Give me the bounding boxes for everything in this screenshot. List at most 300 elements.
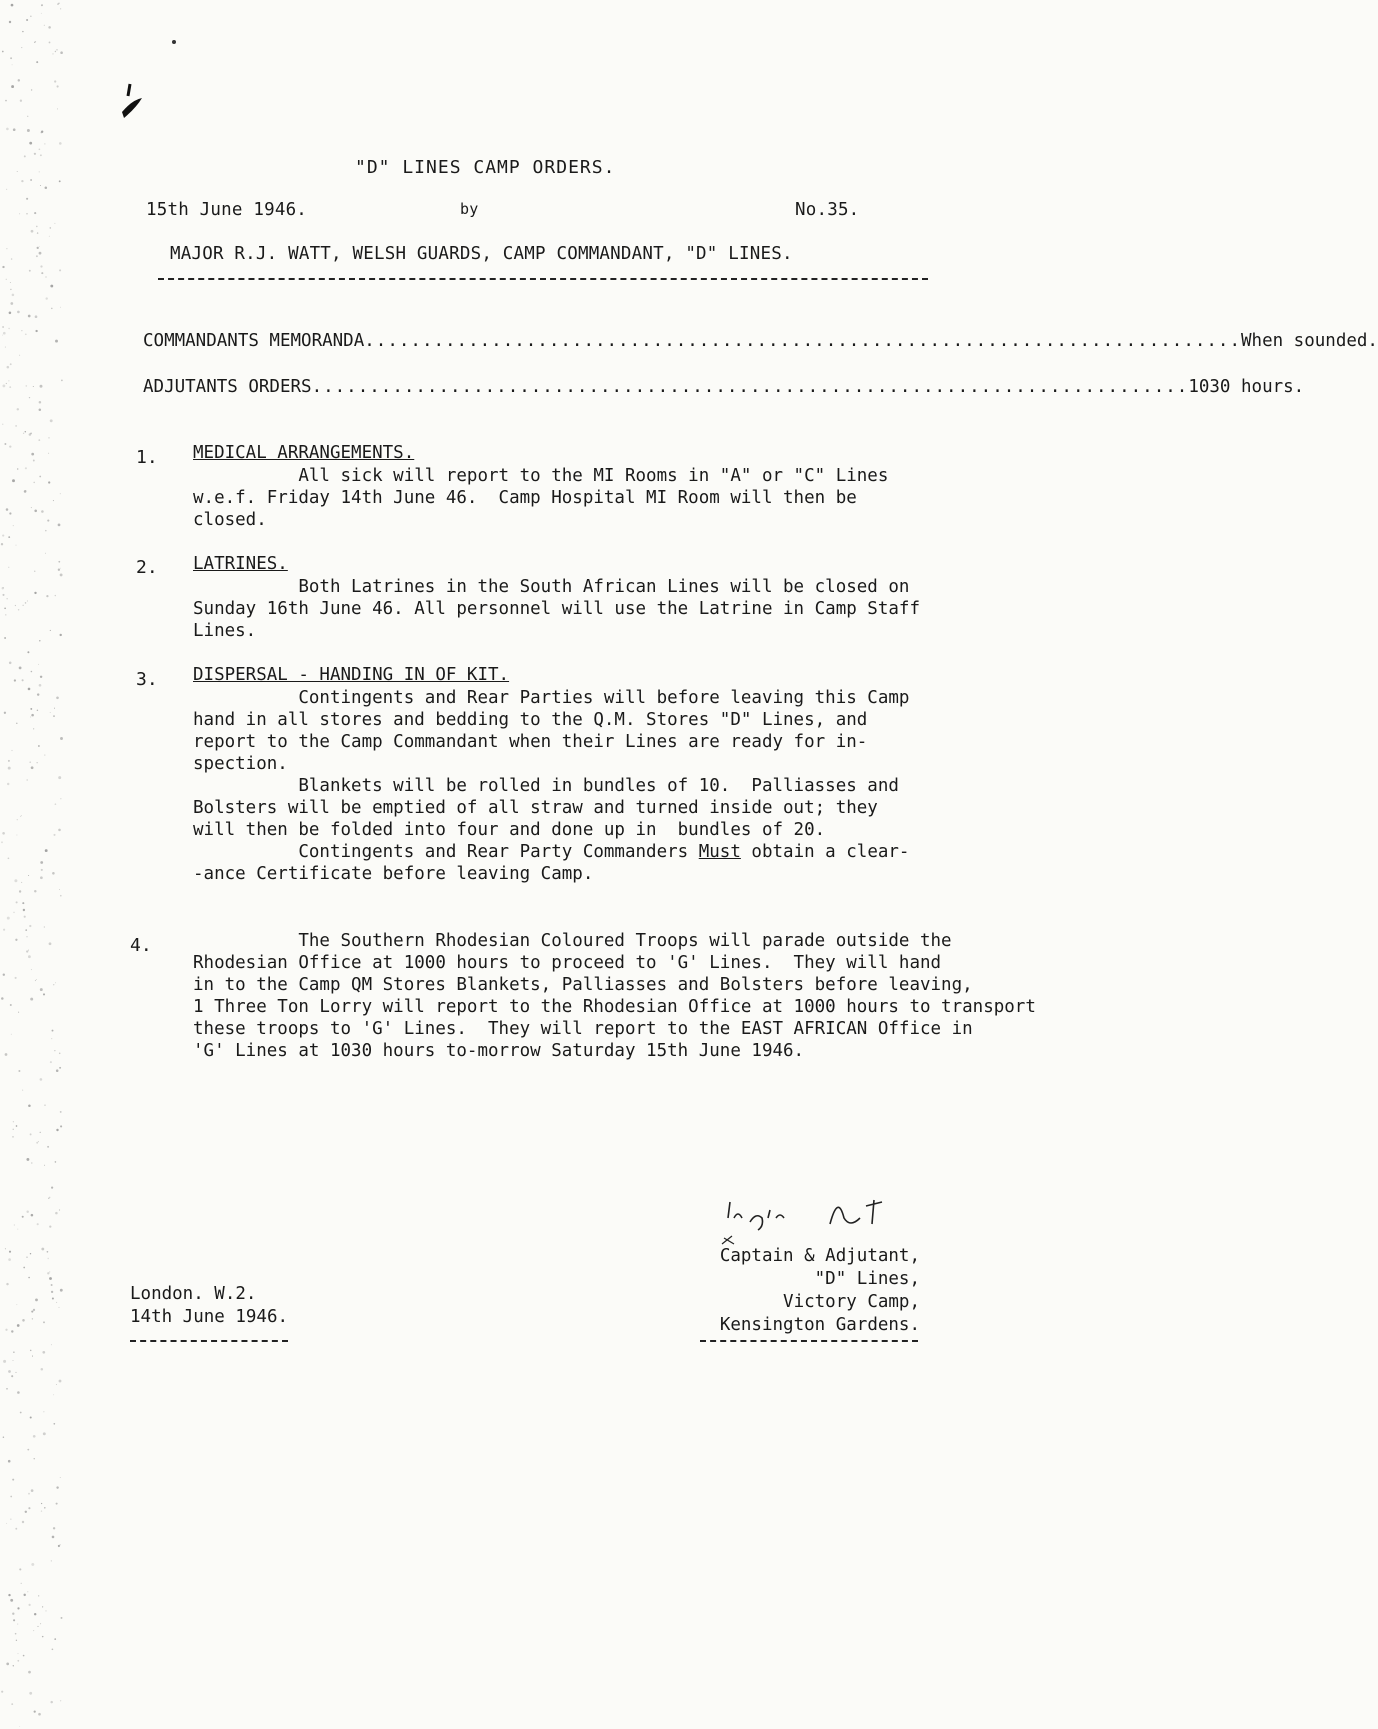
scan-speck	[11, 4, 14, 7]
scan-speck	[30, 16, 31, 17]
scan-speck	[18, 1653, 19, 1654]
scan-speck	[31, 671, 33, 673]
section-number: 1.	[136, 447, 158, 468]
scan-speck	[30, 1350, 32, 1352]
scan-speck	[17, 1324, 20, 1327]
scan-speck	[36, 979, 37, 980]
scan-speck	[5, 1053, 8, 1056]
scan-speck	[55, 1161, 57, 1163]
scan-speck	[48, 1258, 49, 1259]
scan-speck	[56, 49, 58, 51]
scan-speck	[27, 651, 29, 653]
scan-speck	[15, 1633, 17, 1635]
scan-speck	[56, 1503, 58, 1505]
footer-divider-right	[700, 1340, 918, 1342]
scan-speck	[28, 315, 31, 318]
scan-speck	[51, 1187, 53, 1189]
section-body: All sick will report to the MI Rooms in "A" or "C" Lines w.e.f. Friday 14th June 46. Camp Hospital MI Room will then be closed.	[193, 466, 889, 530]
scan-speck	[12, 294, 15, 297]
scan-speck	[10, 1599, 13, 1602]
scan-speck	[40, 1078, 43, 1081]
scan-speck	[23, 433, 24, 434]
scan-speck	[3, 385, 6, 388]
scan-speck	[25, 333, 27, 335]
scan-speck	[11, 750, 12, 751]
scan-speck	[12, 1479, 14, 1481]
scan-speck	[52, 1297, 54, 1299]
scan-speck	[22, 1216, 24, 1218]
scan-speck	[56, 696, 59, 699]
scan-speck	[38, 745, 40, 747]
scan-speck	[10, 1496, 12, 1498]
scan-speck	[19, 667, 22, 670]
scan-speck	[37, 710, 38, 711]
scan-speck	[15, 1372, 16, 1373]
scan-speck	[41, 869, 43, 871]
scan-speck	[31, 1162, 32, 1163]
scan-speck	[29, 142, 32, 145]
scan-speck	[60, 1125, 62, 1127]
scan-speck	[33, 1309, 35, 1311]
scan-speck	[8, 760, 10, 762]
scan-speck	[30, 708, 32, 710]
scan-speck	[34, 890, 36, 892]
scan-speck	[7, 783, 9, 785]
scan-speck	[21, 882, 22, 883]
scan-speck	[15, 977, 17, 979]
scan-speck	[8, 1258, 11, 1261]
scan-speck	[34, 42, 35, 43]
scan-speck	[41, 272, 43, 274]
scan-speck	[6, 1523, 7, 1524]
ink-mark	[112, 82, 152, 132]
scan-speck	[11, 1703, 13, 1705]
scan-speck	[31, 453, 34, 456]
scan-speck	[22, 1319, 25, 1322]
scan-speck	[35, 1299, 38, 1302]
scan-speck	[33, 728, 34, 729]
scan-speck	[41, 1248, 44, 1251]
section-body-text: Contingents and Rear Parties will before leaving this Camp hand in all stores and bedding to the Q.M. Stores "D" Lines, and report to the Camp Commandant when their Lines are ready for in- spection. Blankets will be rolled in bundles of 10. Palliasses and Bolsters will be emptied of all straw and turned inside out; they will then be folded into four and done up in bundles of 20. Contingents and Rear Party Commanders	[193, 688, 910, 862]
scan-speck	[44, 1165, 45, 1166]
scan-speck	[33, 386, 34, 387]
scan-speck	[1, 997, 4, 1000]
orders-row	[143, 377, 1305, 397]
scan-speck	[9, 386, 11, 388]
scan-speck	[52, 1536, 55, 1539]
memoranda-value: When sounded.	[1241, 331, 1378, 351]
scan-speck	[57, 108, 58, 109]
scan-speck	[60, 1111, 62, 1113]
scan-speck	[6, 1663, 9, 1666]
scan-speck	[47, 1251, 49, 1253]
scan-speck	[33, 460, 35, 462]
scan-speck	[3, 929, 5, 931]
scan-speck	[58, 1307, 59, 1308]
scan-speck	[43, 1432, 46, 1435]
scan-speck	[22, 1521, 24, 1523]
scan-speck	[31, 1311, 33, 1313]
scan-speck	[26, 1158, 29, 1161]
scan-speck	[33, 1630, 34, 1631]
scan-speck	[49, 236, 50, 237]
scan-speck	[54, 1050, 55, 1051]
scan-speck	[14, 879, 17, 882]
scan-speck	[2, 424, 3, 425]
scan-speck	[1, 543, 3, 545]
scan-speck	[49, 1225, 51, 1227]
scan-speck	[17, 1607, 19, 1609]
scan-speck	[53, 1423, 55, 1425]
scan-speck	[8, 767, 11, 770]
scan-speck	[12, 1136, 13, 1137]
scan-speck	[26, 1256, 28, 1258]
dot-leader: ............................................................................	[364, 331, 1241, 351]
scan-speck	[29, 1692, 32, 1695]
scan-speck	[51, 1344, 52, 1345]
scan-speck	[6, 1388, 8, 1390]
scan-speck	[36, 255, 38, 257]
scan-speck	[42, 1351, 45, 1354]
scan-speck	[35, 980, 36, 981]
scan-speck	[42, 1636, 43, 1637]
scan-speck	[16, 1125, 18, 1127]
scan-speck	[10, 1519, 11, 1520]
scan-speck	[10, 282, 11, 283]
scan-speck	[31, 230, 34, 233]
scan-speck	[17, 819, 18, 820]
scan-speck	[16, 835, 17, 836]
scan-speck	[31, 1563, 34, 1566]
scan-speck	[55, 51, 56, 52]
scan-speck	[58, 1545, 60, 1547]
scan-speck	[54, 80, 56, 82]
scan-speck	[14, 679, 16, 681]
scan-speck	[53, 1527, 55, 1529]
scan-speck	[8, 567, 9, 568]
scan-speck	[51, 1291, 53, 1293]
scan-speck	[56, 1486, 58, 1488]
scan-speck	[1, 841, 3, 843]
scan-speck	[37, 693, 39, 695]
scan-speck	[58, 524, 61, 527]
scan-speck	[40, 385, 43, 388]
scan-speck	[28, 955, 31, 958]
scan-speck	[56, 1069, 59, 1072]
scan-speck	[52, 872, 55, 875]
scan-speck	[45, 849, 48, 852]
scan-speck	[28, 875, 29, 876]
scan-speck	[59, 1067, 61, 1069]
scan-speck	[52, 1648, 54, 1650]
scan-speck	[49, 1277, 52, 1280]
scan-speck	[53, 1394, 54, 1395]
scan-speck	[44, 1507, 46, 1509]
scan-speck	[47, 1272, 49, 1274]
scan-speck	[58, 569, 60, 571]
scan-speck	[24, 490, 27, 493]
scan-speck	[44, 25, 45, 26]
scan-speck	[17, 311, 20, 314]
scan-speck	[39, 148, 41, 150]
scan-speck	[3, 974, 5, 976]
scan-speck	[17, 1624, 18, 1625]
scan-speck	[39, 246, 40, 247]
scan-speck	[13, 912, 15, 914]
scan-speck	[36, 61, 38, 63]
scan-speck	[36, 226, 38, 228]
scan-speck	[45, 186, 48, 189]
scan-speck	[60, 568, 61, 569]
scan-speck	[11, 1034, 12, 1035]
scan-speck	[58, 776, 61, 779]
scan-speck	[5, 100, 7, 102]
scan-speck	[10, 57, 12, 59]
scan-speck	[19, 1568, 21, 1570]
scan-speck	[37, 232, 38, 233]
scan-speck	[2, 335, 3, 336]
scan-speck	[50, 1701, 52, 1703]
scan-speck	[26, 19, 28, 21]
scan-speck	[21, 1583, 22, 1584]
scan-speck	[31, 766, 34, 769]
scan-speck	[48, 453, 49, 454]
scan-speck	[3, 587, 4, 588]
scan-speck	[2, 535, 4, 537]
scan-speck	[45, 530, 47, 532]
handwritten-signature	[720, 1188, 940, 1238]
scan-speck	[12, 64, 13, 65]
scan-speck	[24, 155, 26, 157]
scan-speck	[59, 269, 61, 271]
scan-speck	[8, 1460, 11, 1463]
scan-speck	[30, 1253, 31, 1254]
section-number: 2.	[136, 557, 158, 578]
emphasis-must: Must	[698, 842, 741, 862]
scan-speck	[29, 925, 31, 927]
scan-speck	[12, 479, 15, 482]
scan-speck	[40, 265, 42, 267]
scan-speck	[43, 993, 45, 995]
scan-speck	[34, 153, 36, 155]
scan-speck	[42, 1606, 43, 1607]
scan-speck	[59, 180, 61, 182]
scan-speck	[18, 1070, 20, 1072]
memoranda-label: COMMANDANTS MEMORANDA	[143, 331, 365, 351]
scan-speck	[6, 248, 7, 249]
scan-speck	[9, 21, 11, 23]
scan-speck	[15, 1528, 17, 1530]
scan-speck	[60, 1289, 63, 1292]
scan-speck	[10, 302, 13, 305]
scan-speck	[4, 443, 6, 445]
scan-speck	[31, 969, 32, 970]
scan-speck	[60, 798, 61, 799]
scan-speck	[22, 1090, 23, 1091]
scan-speck	[9, 312, 12, 315]
scan-speck	[35, 315, 38, 318]
scan-speck	[9, 1251, 11, 1253]
scan-speck	[23, 1655, 25, 1657]
scan-speck	[34, 1458, 35, 1459]
section-number: 4.	[130, 935, 152, 956]
scan-speck	[40, 861, 43, 864]
scan-speck	[28, 688, 31, 691]
scan-speck	[38, 1713, 41, 1716]
scan-speck	[60, 51, 63, 54]
scan-speck	[25, 431, 26, 432]
scan-speck	[30, 1133, 32, 1135]
scan-speck	[37, 762, 38, 763]
scan-speck	[32, 1356, 33, 1357]
scan-speck	[26, 936, 27, 937]
scan-speck	[16, 901, 18, 903]
scan-speck	[58, 829, 61, 832]
scan-speck	[8, 380, 9, 381]
scan-speck	[10, 289, 11, 290]
scan-speck	[59, 1053, 61, 1055]
scan-speck	[60, 573, 63, 576]
scan-speck	[28, 1493, 30, 1495]
scan-speck	[4, 637, 6, 639]
scan-speck	[41, 1503, 42, 1504]
scan-speck	[7, 598, 8, 599]
scan-speck	[25, 385, 27, 387]
scan-speck	[23, 605, 24, 606]
scan-speck	[53, 834, 55, 836]
scan-speck	[13, 1360, 14, 1361]
scan-speck	[60, 493, 61, 494]
section-heading: MEDICAL ARRANGEMENTS.	[193, 443, 415, 463]
scan-speck	[59, 1380, 62, 1383]
scan-speck	[44, 143, 45, 144]
scan-speck	[17, 1391, 20, 1394]
order-number: No.35.	[795, 200, 860, 220]
scan-speck	[13, 1121, 14, 1122]
scan-speck	[60, 895, 62, 897]
scan-speck	[22, 902, 24, 904]
scan-speck	[10, 1004, 12, 1006]
scan-speck	[26, 950, 28, 952]
scan-speck	[60, 307, 61, 308]
scan-speck	[53, 53, 54, 54]
scan-speck	[11, 1375, 13, 1377]
scan-speck	[18, 1012, 19, 1013]
scan-speck	[17, 1229, 18, 1230]
scan-speck	[39, 684, 42, 687]
scan-speck	[31, 89, 32, 90]
scan-speck	[6, 189, 7, 190]
scan-speck	[55, 340, 58, 343]
scan-speck	[13, 128, 16, 131]
scan-speck	[33, 1435, 36, 1438]
scan-speck	[27, 1449, 29, 1451]
scan-speck	[19, 1726, 20, 1727]
scan-speck	[51, 308, 53, 310]
scan-speck	[50, 1061, 52, 1063]
scan-speck	[11, 1330, 13, 1332]
scan-speck	[34, 571, 35, 572]
scan-speck	[53, 715, 55, 717]
orders-value: 1030 hours.	[1188, 377, 1305, 397]
scan-speck	[21, 330, 22, 331]
signature-block: Captain & Adjutant, "D" Lines, Victory Camp, Kensington Gardens.	[719, 1246, 920, 1335]
scan-speck	[50, 630, 51, 631]
scan-speck	[38, 664, 39, 665]
scan-speck	[25, 467, 27, 469]
scan-speck	[51, 1284, 53, 1286]
scan-speck	[16, 1640, 17, 1641]
scan-speck	[31, 1214, 34, 1217]
scan-speck	[60, 634, 62, 636]
scan-speck	[27, 1591, 28, 1592]
scan-speck	[16, 1304, 17, 1305]
scan-speck	[29, 761, 31, 763]
scan-speck	[26, 779, 28, 781]
scan-speck	[8, 857, 10, 859]
scan-speck	[33, 482, 35, 484]
scan-speck	[48, 481, 50, 483]
scan-speck	[43, 1321, 45, 1323]
scan-speck	[58, 561, 60, 563]
scan-speck	[41, 510, 44, 513]
scan-speck	[13, 1665, 14, 1666]
scan-speck	[41, 131, 43, 133]
scan-speck	[36, 1142, 38, 1144]
scan-speck	[34, 592, 36, 594]
scan-speck	[32, 1318, 33, 1319]
scan-speck	[28, 950, 29, 951]
scan-speck	[50, 285, 53, 288]
scan-speck	[41, 4, 43, 6]
scan-speck	[55, 803, 57, 805]
scan-speck	[26, 213, 27, 214]
scan-speck	[46, 595, 48, 597]
scan-speck	[56, 1302, 57, 1303]
scan-speck	[2, 594, 4, 596]
scan-speck	[46, 1610, 47, 1611]
scan-speck	[17, 1660, 19, 1662]
scan-speck	[48, 437, 49, 438]
scan-speck	[48, 26, 51, 29]
scan-speck	[31, 1489, 34, 1492]
scan-speck	[28, 1507, 30, 1509]
scan-speck	[40, 185, 41, 186]
scan-speck	[5, 347, 6, 348]
scan-speck	[28, 1105, 31, 1108]
scan-speck	[5, 1248, 6, 1249]
scan-speck	[27, 600, 28, 601]
scan-speck	[43, 1411, 44, 1412]
scan-speck	[59, 1209, 60, 1210]
scan-speck	[48, 1198, 49, 1199]
scan-speck	[52, 1030, 54, 1032]
scan-speck	[1, 1691, 3, 1693]
scan-speck	[60, 737, 63, 740]
scan-speck	[39, 409, 42, 412]
scan-speck	[31, 714, 34, 717]
scan-speck	[34, 212, 36, 214]
place-date: London. W.2. 14th June 1946.	[130, 1284, 289, 1327]
scan-speck	[59, 889, 60, 890]
scan-speck	[6, 383, 7, 384]
scan-speck	[29, 433, 32, 436]
scan-speck	[40, 876, 43, 879]
scan-speck	[41, 13, 42, 14]
scan-speck	[45, 553, 46, 554]
scan-speck	[37, 247, 39, 249]
scan-speck	[23, 1594, 25, 1596]
